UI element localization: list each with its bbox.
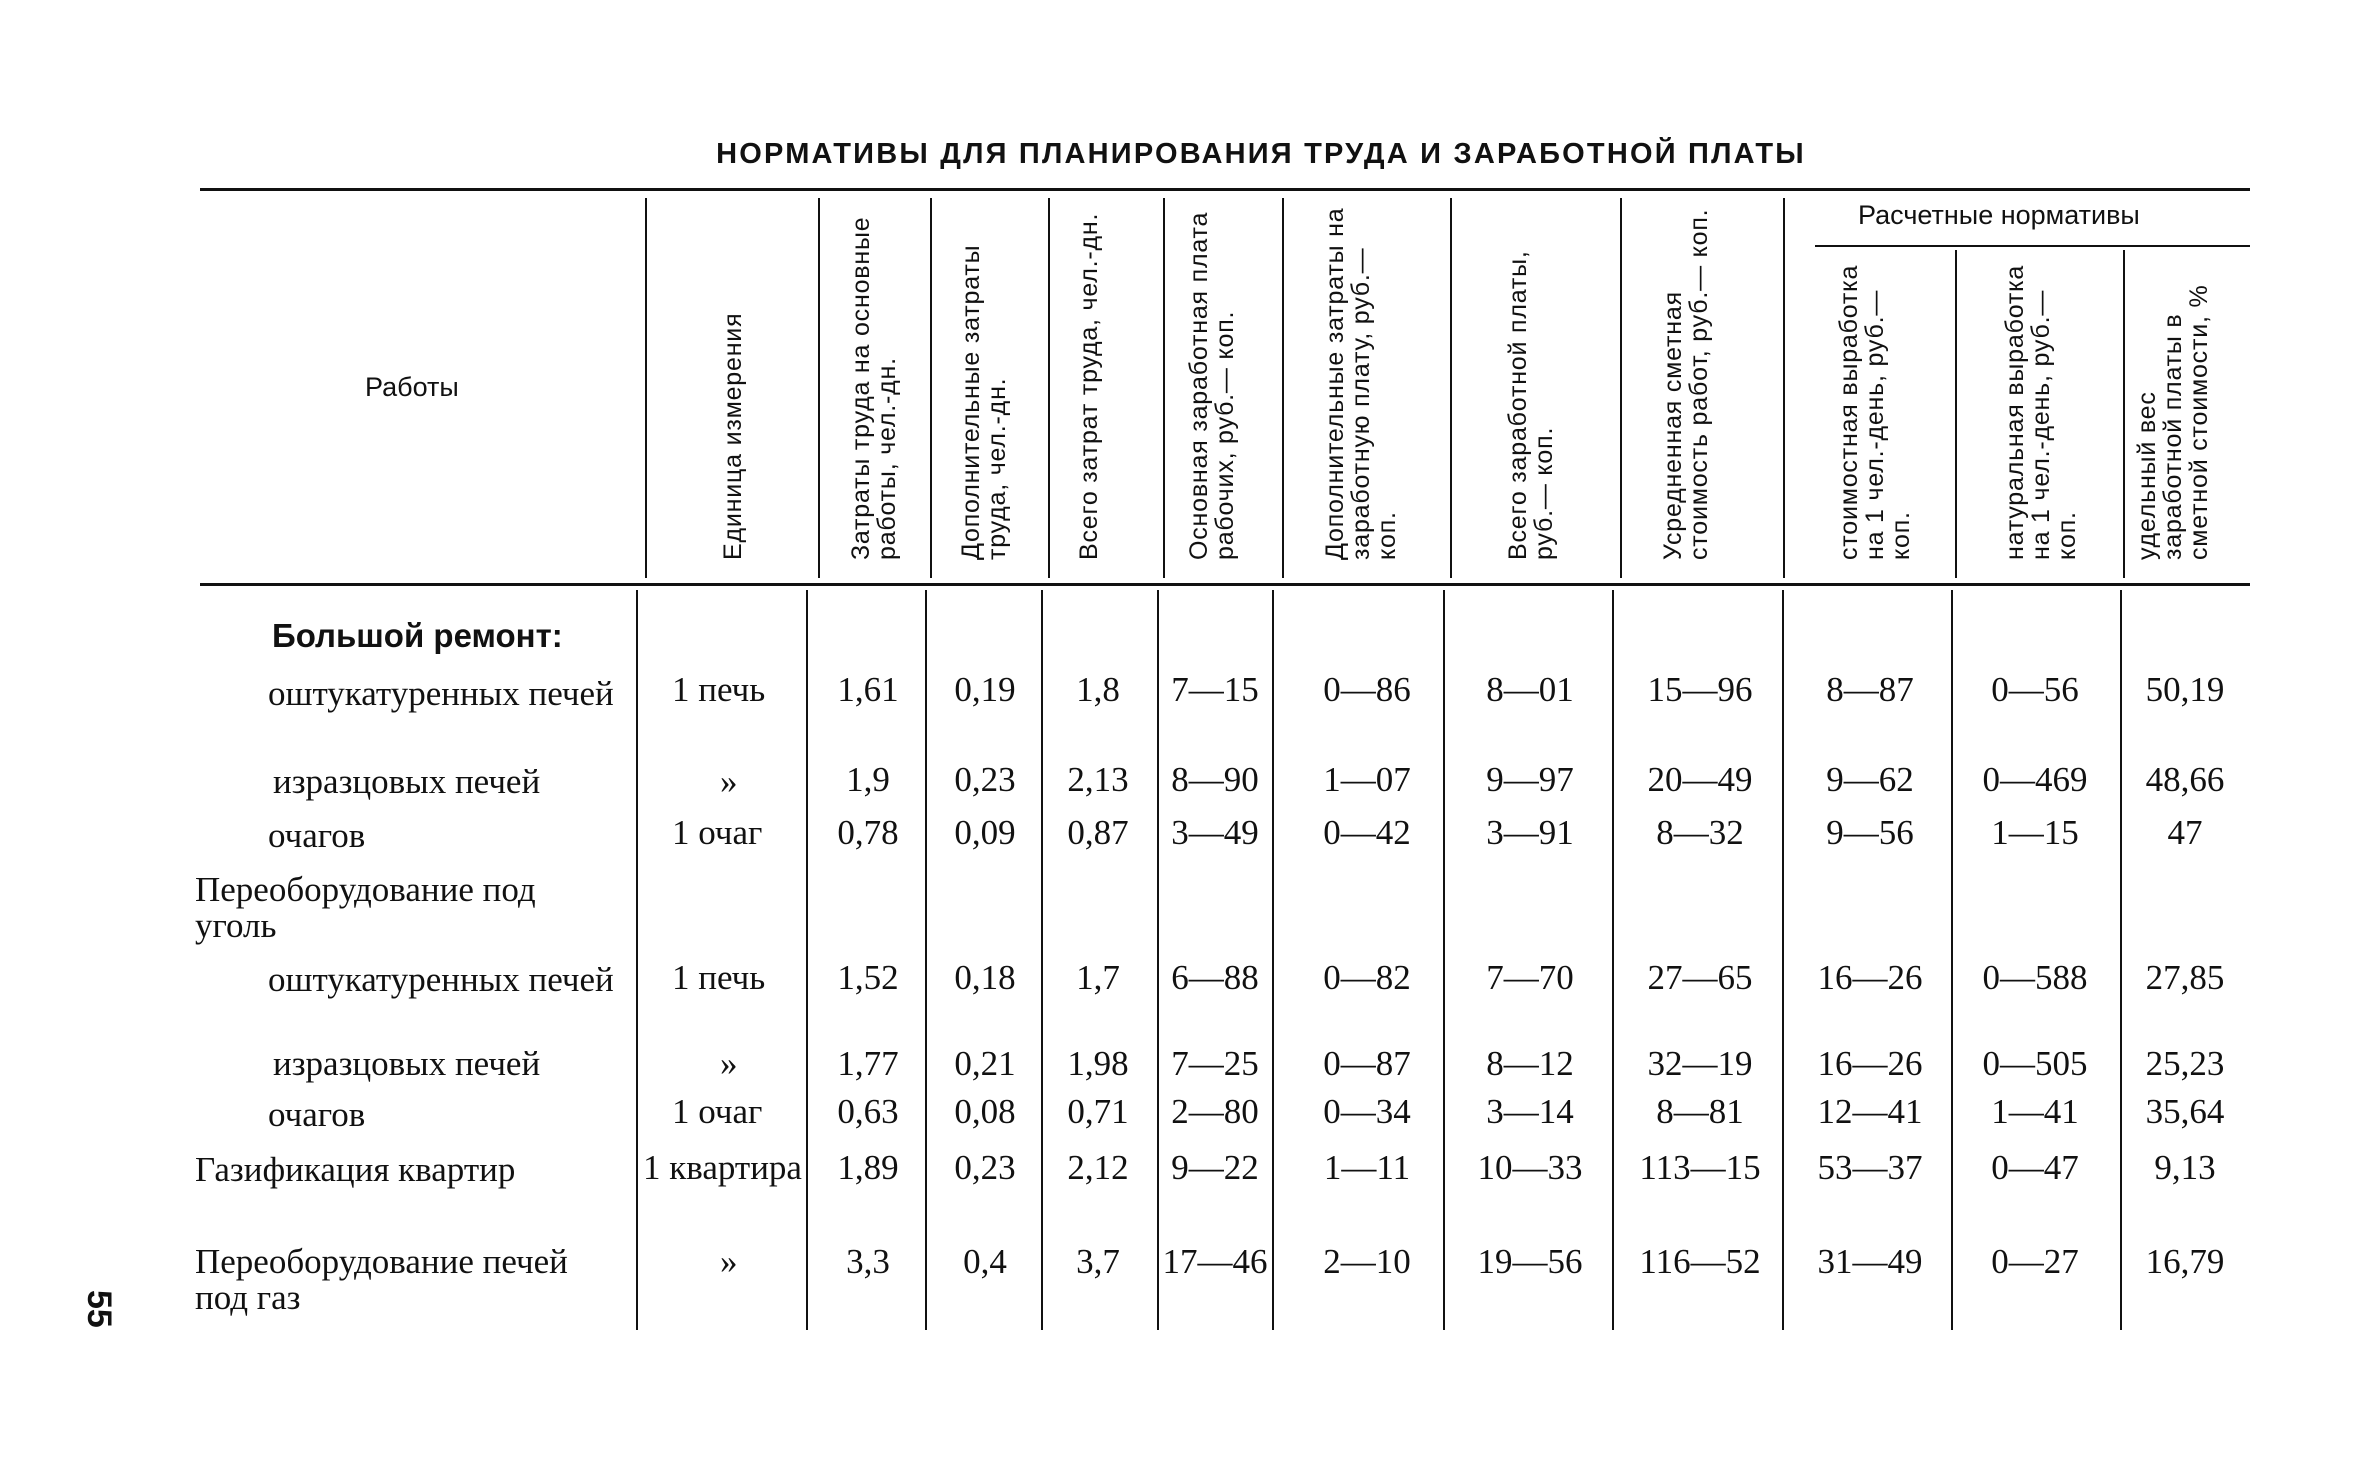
header-calc-cost-output: стоимостная выработка на 1 чел.-день, руб.— коп.	[1835, 264, 1915, 560]
table-cell: 0,08	[954, 1092, 1016, 1131]
table-cell: 0,63	[837, 1092, 899, 1131]
table-cell: 20—49	[1647, 760, 1753, 799]
table-cell: 48,66	[2145, 760, 2225, 799]
col-sep	[1282, 198, 1284, 578]
table-cell: 0,23	[954, 1148, 1016, 1187]
row-work: Переоборудование под уголь	[195, 870, 536, 945]
table-cell: 0—82	[1323, 958, 1411, 997]
col-sep	[1620, 198, 1622, 578]
table-cell: 12—41	[1817, 1092, 1923, 1131]
col-sep	[1612, 590, 1614, 1330]
header-labor-extra: Дополнительные затраты труда, чел.-дн.	[957, 244, 1011, 560]
col-sep	[1048, 198, 1050, 578]
table-cell: 25,23	[2145, 1044, 2225, 1083]
table-top-rule	[200, 188, 2250, 191]
table-cell: 0—86	[1323, 670, 1411, 709]
col-sep	[2123, 250, 2125, 578]
table-cell: 35,64	[2145, 1092, 2225, 1131]
row-unit: »	[720, 1242, 738, 1281]
table-cell: 9—97	[1486, 760, 1574, 799]
table-cell: 0—42	[1323, 813, 1411, 852]
row-unit: 1 очаг	[672, 813, 763, 852]
col-sep	[1163, 198, 1165, 578]
table-cell: 53—37	[1817, 1148, 1923, 1187]
table-cell: 1,77	[837, 1044, 899, 1083]
table-cell: 15—96	[1647, 670, 1753, 709]
row-unit: 1 квартира	[643, 1148, 802, 1187]
table-cell: 8—87	[1826, 670, 1914, 709]
table-cell: 0,71	[1067, 1092, 1129, 1131]
col-sep	[1450, 198, 1452, 578]
table-cell: 1,9	[846, 760, 890, 799]
table-cell: 32—19	[1647, 1044, 1753, 1083]
row-work: Большой ремонт:	[272, 617, 563, 654]
table-cell: 8—90	[1171, 760, 1259, 799]
header-wage-main: Основная заработная плата рабочих, руб.— коп.	[1185, 211, 1239, 560]
table-cell: 0—34	[1323, 1092, 1411, 1131]
row-work: Газификация квартир	[195, 1150, 516, 1189]
col-sep	[645, 198, 647, 578]
table-cell: 1,7	[1076, 958, 1120, 997]
row-unit: »	[720, 1044, 738, 1083]
row-work: очагов	[268, 1095, 366, 1134]
page-number: 55	[80, 1290, 118, 1328]
table-cell: 0,4	[963, 1242, 1007, 1281]
header-wage-extra: Дополнительные затраты на заработную плату, руб.— коп.	[1321, 207, 1401, 560]
row-unit: 1 печь	[672, 670, 766, 709]
table-cell: 10—33	[1477, 1148, 1583, 1187]
table-cell: 50,19	[2145, 670, 2225, 709]
table-cell: 8—01	[1486, 670, 1574, 709]
header-bottom-rule	[200, 583, 2250, 586]
page-title: НОРМАТИВЫ ДЛЯ ПЛАНИРОВАНИЯ ТРУДА И ЗАРАБОТНОЙ ПЛАТЫ	[716, 138, 1806, 170]
table-cell: 1,8	[1076, 670, 1120, 709]
header-work: Работы	[365, 372, 459, 402]
table-cell: 0—505	[1982, 1044, 2088, 1083]
table-cell: 31—49	[1817, 1242, 1923, 1281]
table-cell: 8—81	[1656, 1092, 1744, 1131]
table-cell: 1—11	[1323, 1148, 1411, 1187]
table-cell: 16—26	[1817, 1044, 1923, 1083]
table-cell: 1,89	[837, 1148, 899, 1187]
table-cell: 0—56	[1991, 670, 2079, 709]
table-cell: 7—25	[1171, 1044, 1259, 1083]
table-cell: 116—52	[1639, 1242, 1761, 1281]
table-cell: 0—27	[1991, 1242, 2079, 1281]
row-unit: 1 очаг	[672, 1092, 763, 1131]
table-cell: 7—70	[1486, 958, 1574, 997]
col-sep	[636, 590, 638, 1330]
col-sep	[1783, 198, 1785, 578]
row-work: изразцовых печей	[273, 1044, 541, 1083]
table-cell: 0,18	[954, 958, 1016, 997]
col-sep	[1951, 590, 1953, 1330]
table-cell: 9—56	[1826, 813, 1914, 852]
row-work: Переоборудование печей под газ	[195, 1242, 568, 1317]
table-cell: 0,21	[954, 1044, 1016, 1083]
table-cell: 47	[2167, 813, 2203, 852]
calc-group-rule	[1815, 245, 2250, 247]
table-cell: 9—62	[1826, 760, 1914, 799]
table-cell: 8—12	[1486, 1044, 1574, 1083]
table-cell: 7—15	[1171, 670, 1259, 709]
header-labor-total: Всего затрат труда, чел.-дн.	[1075, 212, 1103, 560]
header-cost: Усредненная сметная стоимость работ, руб.— коп.	[1659, 208, 1713, 560]
table-cell: 1—41	[1991, 1092, 2079, 1131]
table-cell: 16—26	[1817, 958, 1923, 997]
table-cell: 0,78	[837, 813, 899, 852]
table-cell: 19—56	[1477, 1242, 1583, 1281]
table-cell: 0,23	[954, 760, 1016, 799]
row-work: оштукатуренных печей	[268, 674, 614, 713]
header-calc-share: удельный вес заработной платы в сметной стоимости, %	[2133, 284, 2213, 560]
table-cell: 9,13	[2154, 1148, 2216, 1187]
table-cell: 1,98	[1067, 1044, 1129, 1083]
table-cell: 3,7	[1076, 1242, 1120, 1281]
table-cell: 17—46	[1162, 1242, 1268, 1281]
table-cell: 2—80	[1171, 1092, 1259, 1131]
table-cell: 2,13	[1067, 760, 1129, 799]
col-sep	[1955, 250, 1957, 578]
table-cell: 3—49	[1171, 813, 1259, 852]
table-cell: 113—15	[1639, 1148, 1761, 1187]
col-sep	[930, 198, 932, 578]
table-cell: 3—14	[1486, 1092, 1574, 1131]
row-work: оштукатуренных печей	[268, 960, 614, 999]
col-sep	[818, 198, 820, 578]
table-cell: 9—22	[1171, 1148, 1259, 1187]
row-work: очагов	[268, 816, 366, 855]
table-cell: 27—65	[1647, 958, 1753, 997]
table-cell: 2,12	[1067, 1148, 1129, 1187]
header-unit: Единица измерения	[719, 312, 747, 560]
table-cell: 0—469	[1982, 760, 2088, 799]
table-cell: 3—91	[1486, 813, 1574, 852]
row-unit: 1 печь	[672, 958, 766, 997]
table-cell: 1—07	[1323, 760, 1411, 799]
row-work: изразцовых печей	[273, 762, 541, 801]
table-cell: 1,52	[837, 958, 899, 997]
table-cell: 6—88	[1171, 958, 1259, 997]
table-cell: 16,79	[2145, 1242, 2225, 1281]
table-cell: 0,87	[1067, 813, 1129, 852]
table-cell: 0—47	[1991, 1148, 2079, 1187]
table-cell: 1,61	[837, 670, 899, 709]
header-calc-group: Расчетные нормативы	[1858, 200, 2140, 230]
table-cell: 8—32	[1656, 813, 1744, 852]
header-wage-total: Всего заработной платы, руб.— коп.	[1504, 250, 1558, 560]
header-calc-nat-output: натуральная выработка на 1 чел.-день, руб.— коп.	[2001, 264, 2081, 560]
header-labor-main: Затраты труда на основные работы, чел.-дн.	[847, 216, 901, 560]
table-cell: 2—10	[1323, 1242, 1411, 1281]
table-cell: 0,09	[954, 813, 1016, 852]
table-cell: 1—15	[1991, 813, 2079, 852]
table-cell: 27,85	[2145, 958, 2225, 997]
table-cell: 0,19	[954, 670, 1016, 709]
table-cell: 0—87	[1323, 1044, 1411, 1083]
col-sep	[1782, 590, 1784, 1330]
table-cell: 3,3	[846, 1242, 890, 1281]
table-cell: 0—588	[1982, 958, 2088, 997]
row-unit: »	[720, 762, 738, 801]
